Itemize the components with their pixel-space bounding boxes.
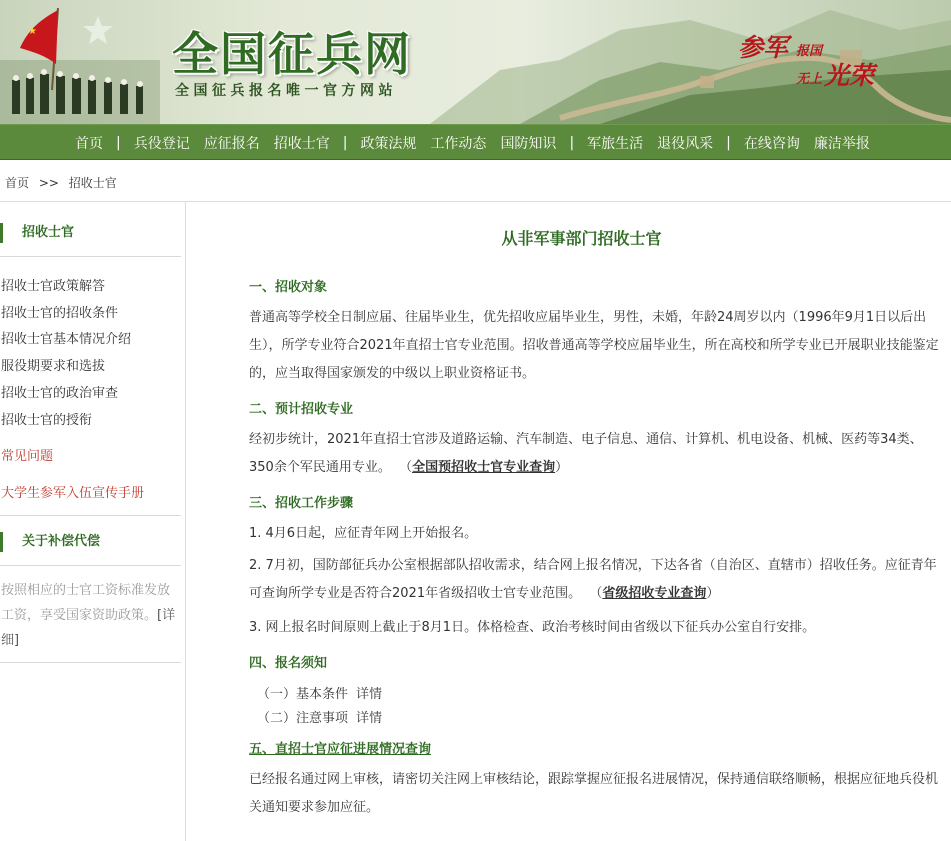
nav-item-registration[interactable]: 兵役登记 [133, 136, 190, 152]
section-2-paragraph: 经初步统计，2021年直招士官涉及道路运输、汽车制造、电子信息、通信、计算机、机电设备、机械、医药等34类、350余个军民通用专业。 （全国预招收士官专业查询） [249, 432, 923, 475]
step-2-text: 2. 7月初，国防部征兵办公室根据部队招收需求，结合网上报名情况，下达各省（自治区、直辖市）招收任务。应征青年可查询所学专业是否符合2021年省级招收士官专业范围。 [249, 558, 937, 601]
article-title: 从非军事部门招收士官 [501, 229, 662, 248]
nav-item-home[interactable]: 首页 [75, 136, 103, 152]
section-2-text: 经初步统计，2021年直招士官涉及道路运输、汽车制造、电子信息、通信、计算机、机电设备、机械、医药等34类、350余个军民通用专业。 [249, 432, 923, 475]
sidebar-section-title-compensation: 关于补偿代偿 [0, 532, 182, 552]
site-subtitle: 全国征兵报名唯一官方网站 [175, 83, 397, 99]
breadcrumb-current[interactable]: 招收士官 [68, 176, 117, 190]
sidebar-link-basic-info[interactable]: 招收士官基本情况介绍 [1, 332, 132, 347]
sidebar-divider [0, 256, 181, 257]
slogan [738, 28, 888, 92]
slogan-part-4: 光荣 [824, 61, 875, 90]
provincial-major-query-link[interactable]: 省级招收专业查询 [602, 586, 707, 601]
sidebar-section-title-nco: 招收士官 [0, 223, 182, 243]
nav-item-policy[interactable]: 政策法规 [360, 136, 417, 152]
sidebar-link-faq[interactable]: 常见问题 [1, 449, 54, 464]
header-banner [0, 0, 951, 124]
sidebar-link-handbook[interactable]: 大学生参军入伍宣传手册 [1, 486, 145, 501]
sidebar-link-policy-faq[interactable]: 招收士官政策解答 [1, 279, 106, 294]
section-heading-1: 一、招收对象 [249, 280, 328, 295]
nav-separator: | [726, 135, 731, 151]
nav-item-military-life[interactable]: 军旅生活 [587, 136, 644, 152]
nav-separator: | [116, 135, 121, 151]
requirement-label-basic: （一）基本条件 [257, 687, 349, 702]
breadcrumb-separator: >> [38, 176, 59, 190]
section-1-paragraph: 普通高等学校全日制应届、往届毕业生，优先招收应届毕业生，男性，未婚，年龄24周岁以内（1996年9月1日以后出生），所学专业符合2021年直招士官专业范围。招收普通高等学校应届毕业生，所在高校和所学专业已开展职业技能鉴定的，应当取得国家颁发的中级以上职业资格证书。 [249, 310, 939, 381]
sidebar-link-service-term[interactable]: 服役期要求和选拔 [1, 359, 106, 374]
section-5-paragraph: 已经报名通过网上审核，请密切关注网上审核结论，跟踪掌握应征报名进展情况，保持通信联络顺畅，根据应征地兵役机关通知要求参加应征。 [249, 772, 939, 815]
progress-query-link[interactable]: 五、直招士官应征进展情况查询 [249, 742, 432, 757]
section-heading-5 [249, 738, 431, 757]
nav-item-news[interactable]: 工作动态 [430, 136, 487, 152]
nav-item-defense-knowledge[interactable]: 国防知识 [500, 136, 557, 152]
sidebar [0, 202, 186, 841]
main-nav [0, 124, 951, 160]
breadcrumb-home[interactable]: 首页 [5, 176, 30, 190]
svg-text:★: ★ [28, 26, 37, 37]
requirement-label-notes: （二）注意事项 [257, 711, 349, 726]
sidebar-divider [0, 565, 181, 566]
sidebar-divider [0, 515, 181, 516]
nav-item-report[interactable]: 廉洁举报 [813, 136, 870, 152]
sidebar-link-political-review[interactable]: 招收士官的政治审查 [1, 386, 119, 401]
sidebar-link-rank-conferral[interactable]: 招收士官的授衔 [1, 413, 93, 428]
breadcrumb [5, 174, 123, 191]
national-major-query-link[interactable]: 全国预招收士官专业查询 [412, 460, 556, 475]
nav-item-veterans[interactable]: 退役风采 [657, 136, 714, 152]
sidebar-more-link[interactable]: [详细] [1, 608, 176, 648]
step-3: 3. 网上报名时间原则上截止于8月1日。体格检查、政治考核时间由省级以下征兵办公室自行安排。 [249, 620, 816, 635]
nav-item-nco-recruit[interactable]: 招收士官 [273, 136, 330, 152]
requirement-item-notes [257, 707, 382, 726]
site-title: 全国征兵网 [172, 27, 412, 81]
nav-separator: | [342, 135, 348, 151]
nav-item-online-consult[interactable]: 在线咨询 [743, 136, 800, 152]
section-heading-2: 二、预计招收专业 [249, 402, 354, 417]
sidebar-link-conditions[interactable]: 招收士官的招收条件 [1, 306, 119, 321]
basic-conditions-detail-link[interactable]: 详情 [356, 687, 383, 702]
slogan-part-3: 无上 [796, 72, 823, 87]
section-heading-3: 三、招收工作步骤 [249, 496, 354, 511]
sidebar-compensation-text [1, 578, 177, 653]
step-1: 1. 4月6日起，应征青年网上开始报名。 [249, 526, 478, 541]
sidebar-compensation-body: 按照相应的士官工资标准发放工资，享受国家资助政策。 [1, 583, 171, 623]
slogan-part-2: 报国 [796, 44, 823, 59]
notes-detail-link[interactable]: 详情 [356, 711, 383, 726]
slogan-part-1: 参军 [738, 33, 789, 62]
step-2-paragraph: 2. 7月初，国防部征兵办公室根据部队招收需求，结合网上报名情况，下达各省（自治区、直辖市）招收任务。应征青年可查询所学专业是否符合2021年省级招收士官专业范围。 （省级招收专业查询） [249, 558, 937, 601]
sidebar-divider [0, 662, 181, 663]
section-heading-4: 四、报名须知 [249, 656, 328, 671]
nav-item-enlist-signup[interactable]: 应征报名 [203, 136, 260, 152]
nav-separator: | [569, 135, 575, 151]
requirement-item-basic [257, 683, 382, 702]
